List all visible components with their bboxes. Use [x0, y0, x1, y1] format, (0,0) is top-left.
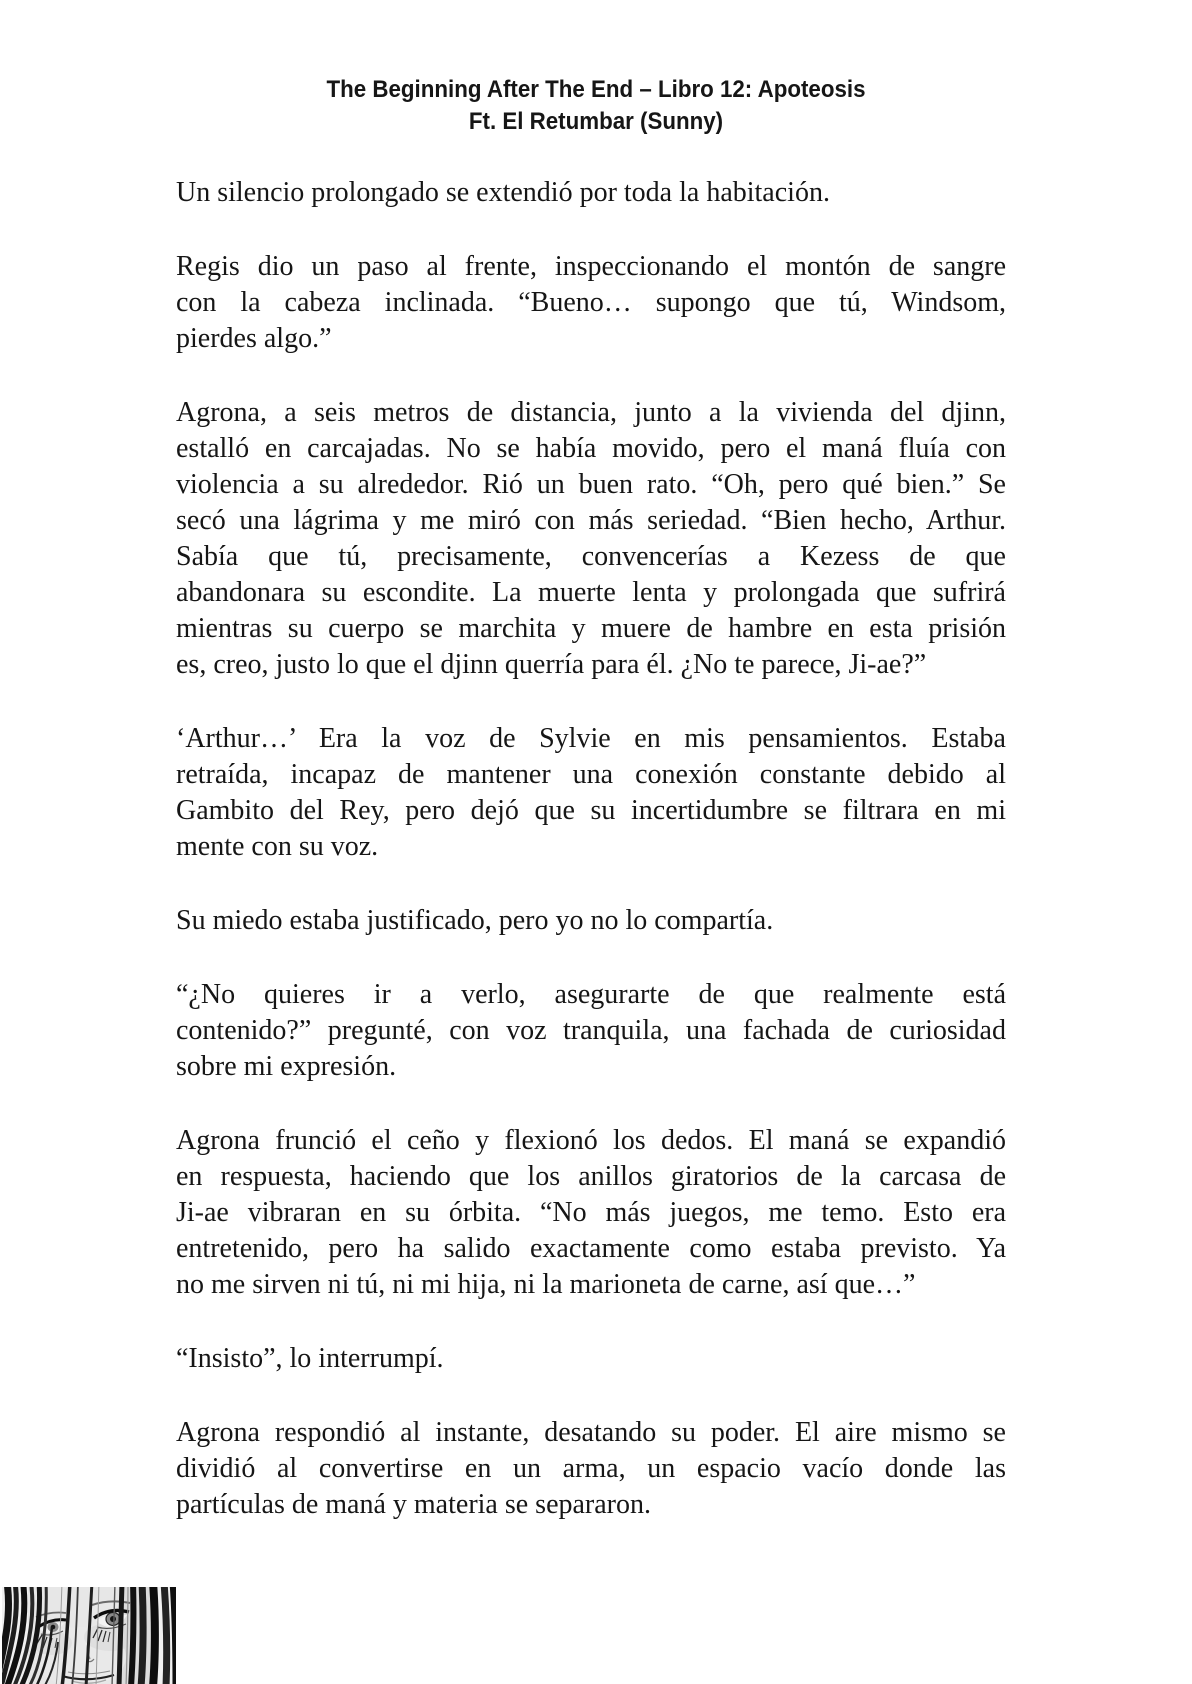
text-line: ‘Arthur…’ Era la voz de Sylvie en mis pensamientos. Estaba: [176, 723, 1006, 754]
paragraph: [176, 1415, 1006, 1523]
text-line: abandonara su escondite. La muerte lenta y prolongada que sufrirá: [176, 577, 1006, 608]
body-text: [176, 175, 1006, 1561]
text-line: Agrona, a seis metros de distancia, junto a la vivienda del djinn,: [176, 397, 1006, 428]
text-line: mente con su voz.: [176, 831, 379, 862]
text-line: contenido?” pregunté, con voz tranquila, una fachada de curiosidad: [176, 1015, 1006, 1046]
text-line: estalló en carcajadas. No se había movido, pero el maná fluía con: [176, 433, 1006, 464]
text-line: retraída, incapaz de mantener una conexión constante debido al: [176, 759, 1006, 790]
text-line: Gambito del Rey, pero dejó que su incertidumbre se filtrara en mi: [176, 795, 1006, 826]
text-line: Agrona respondió al instante, desatando su poder. El aire mismo se: [176, 1417, 1006, 1448]
text-line: pierdes algo.”: [176, 323, 332, 354]
manga-face-image: [2, 1587, 176, 1684]
text-line: “¿No quieres ir a verlo, asegurarte de que realmente está: [176, 979, 1006, 1010]
document-header: [0, 74, 1192, 138]
title-line-1: The Beginning After The End – Libro 12: Apoteosis: [326, 76, 866, 103]
paragraph: [176, 395, 1006, 683]
paragraph: [176, 721, 1006, 865]
text-line: con la cabeza inclinada. “Bueno… supongo que tú, Windsom,: [176, 287, 1006, 318]
paragraph: [176, 977, 1006, 1085]
paragraph: [176, 1341, 1006, 1377]
manga-face-artwork: [2, 1587, 176, 1684]
paragraph: [176, 249, 1006, 357]
text-line: secó una lágrima y me miró con más seriedad. “Bien hecho, Arthur.: [176, 505, 1006, 536]
text-line: Un silencio prolongado se extendió por toda la habitación.: [176, 177, 830, 208]
text-line: partículas de maná y materia se separaron.: [176, 1489, 652, 1520]
text-line: violencia a su alrededor. Rió un buen rato. “Oh, pero qué bien.” Se: [176, 469, 1006, 500]
title-line-2: Ft. El Retumbar (Sunny): [468, 108, 724, 135]
text-line: Agrona frunció el ceño y flexionó los dedos. El maná se expandió: [176, 1125, 1006, 1156]
paragraph: [176, 1123, 1006, 1303]
text-line: es, creo, justo lo que el djinn querría para él. ¿No te parece, Ji-ae?”: [176, 649, 927, 680]
text-line: “Insisto”, lo interrumpí.: [176, 1343, 444, 1374]
text-line: Ji-ae vibraran en su órbita. “No más juegos, me temo. Esto era: [176, 1197, 1006, 1228]
text-line: Su miedo estaba justificado, pero yo no lo compartía.: [176, 905, 774, 936]
text-line: dividió al convertirse en un arma, un espacio vacío donde las: [176, 1453, 1006, 1484]
text-line: entretenido, pero ha salido exactamente como estaba previsto. Ya: [176, 1233, 1006, 1264]
text-line: sobre mi expresión.: [176, 1051, 397, 1082]
text-line: Regis dio un paso al frente, inspeccionando el montón de sangre: [176, 251, 1006, 282]
text-line: no me sirven ni tú, ni mi hija, ni la marioneta de carne, así que…”: [176, 1269, 916, 1300]
paragraph: [176, 175, 1006, 211]
text-line: Sabía que tú, precisamente, convencerías a Kezess de que: [176, 541, 1006, 572]
text-line: en respuesta, haciendo que los anillos giratorios de la carcasa de: [176, 1161, 1006, 1192]
paragraph: [176, 903, 1006, 939]
text-line: mientras su cuerpo se marchita y muere de hambre en esta prisión: [176, 613, 1006, 644]
